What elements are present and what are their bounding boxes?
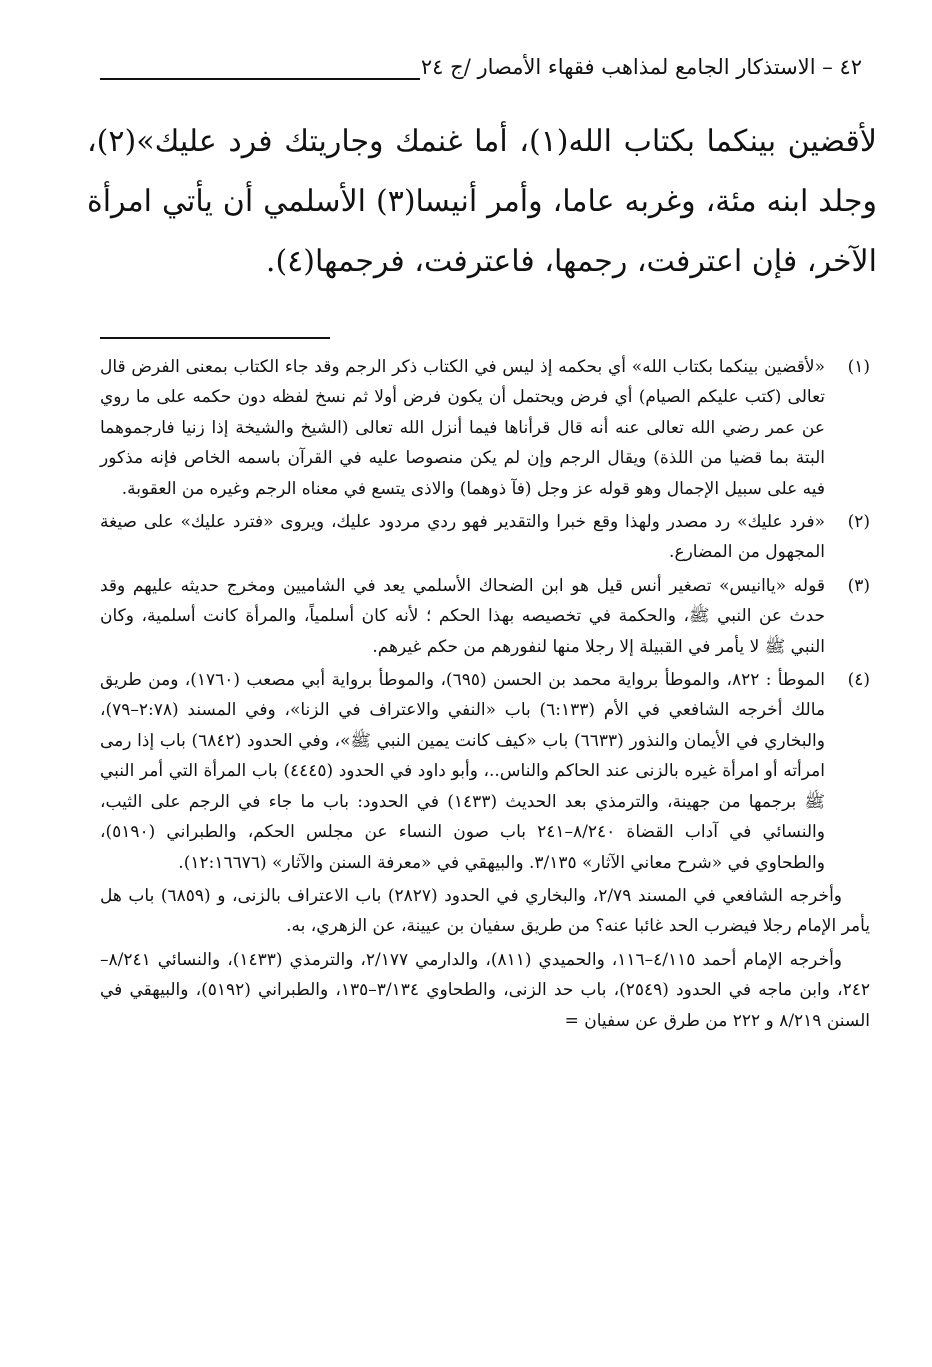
footnote-text: «لأقضين بينكما بكتاب الله» أي بحكمه إذ ليس في الكتاب ذكر الرجم وقد جاء الكتاب بمعنى الفرض قال تعالى (كتب عليكم الصيام) أي فرض ويحتمل أن يكون فرض أولا ثم نسخ لفظه دون حكمه على ما روي عن عمر رضي الله تعالى عنه أنه قال قرأناها فيما أنزل الله تعالى (الشيخ والشيخة إذا زنيا فارجموهما البتة بما قضيا من اللذة) ويقال الرجم وإن لم يكن منصوصا عليه في القرآن باسمه الخاص فإنه مذكور فيه على سبيل الإجمال وهو قوله عز وجل (فآ ذوهما) والاذى يتسع في معناه الرجم وغيره من العقوبة. xyxy=(100,357,825,499)
footnote-number: (٢) xyxy=(847,512,870,533)
main-text-block xyxy=(87,112,877,292)
footnote-4 xyxy=(100,665,870,878)
footnote-number: (١) xyxy=(847,357,870,377)
footnote-3 xyxy=(100,571,870,662)
footnotes-section xyxy=(100,352,870,1039)
footnote-separator xyxy=(100,337,330,339)
footnote-text: الموطأ : ٨٢٢، والموطأ برواية محمد بن الحسن (٦٩٥)، والموطأ برواية أبي مصعب (١٧٦٠)، ومن طريق مالك أخرجه الشافعي في الأم (٦:١٣٣) باب «النفي والاعتراف في الزنا»، وفي المسند (٢:٧٨–٧٩)، والبخاري في الأيمان والنذور (٦٦٣٣) باب «كيف كانت يمين النبي ﷺ»، وفي الحدود (٦٨٤٢) باب إذا رمى امرأته أو امرأة غيره بالزنى عند الحاكم والناس..، وأبو داود في الحدود (٤٤٤٥) باب المرأة التي أمر النبي ﷺ برجمها من جهينة، والترمذي بعد الحديث (١٤٣٣) في الحدود: باب ما جاء في الرجم على الثيب، والنسائي في آداب القضاة ٨/٢٤٠–٢٤١ باب صون النساء عن مجلس الحكم، والطبراني (٥١٩٠)، والطحاوي في «شرح معاني الآثار» ٣/١٣٥. والبيهقي في «معرفة السنن والآثار» (١٢:١٦٦٧٦). xyxy=(100,670,826,873)
footnote-number: (٤) xyxy=(847,670,870,691)
footnote-number: (٣) xyxy=(847,575,870,596)
footnote-continuation: وأخرجه الإمام أحمد ٤/١١٥–١١٦، والحميدي (٨١١)، والدارمي ٢/١٧٧، والترمذي (١٤٣٣)، والنسائي ٨/٢٤١–٢٤٢، وابن ماجه في الحدود (٢٥٤٩)، باب حد الزنى، والطحاوي ٣/١٣٤–١٣٥، والطبراني (٥١٩٢)، والبيهقي في السنن ٨/٢١٩ و ٢٢٢ من طرق عن سفيان = xyxy=(100,949,870,1031)
footnote-text: «فرد عليك» رد مصدر ولهذا وقع خبرا والتقدير فهو ردي مردود عليك، ويروى «فترد عليك» على صيغة المجهول من المضارع. xyxy=(100,512,825,563)
footnote-1 xyxy=(100,352,870,504)
main-paragraph: لأقضين بينكما بكتاب الله(١)، أما غنمك وجاريتك فرد عليك»(٢)، وجلد ابنه مئة، وغربه عاما، وأمر أنيسا(٣) الأسلمي أن يأتي امرأة الآخر، فإن اعترفت، رجمها، فاعترفت، فرجمها(٤). xyxy=(87,124,877,279)
header-rule xyxy=(100,78,420,80)
running-title: ٤٢ – الاستذكار الجامع لمذاهب فقهاء الأمصار /ج ٢٤ xyxy=(420,55,862,79)
footnote-2 xyxy=(100,507,870,568)
footnote-continuation: وأخرجه الشافعي في المسند ٢/٧٩، والبخاري في الحدود (٢٨٢٧) باب الاعتراف بالزنى، و (٦٨٥٩) باب هل يأمر الإمام رجلا فيضرب الحد غائبا عنه؟ من طريق سفيان بن عيينة، عن الزهري، به. xyxy=(100,885,870,937)
footnote-text: قوله «ياانيس» تصغير أنس قيل هو ابن الضحاك الأسلمي يعد في الشاميين ومخرج حديثه عليهم وقد حدث عن النبي ﷺ، والحكمة في تخصيصه بهذا الحكم ؛ لأنه كان أسلمياً، والمرأة كانت أسلمية، وكان النبي ﷺ لا يأمر في القبيلة إلا رجلا منها لنفورهم من حكم غيرهم. xyxy=(100,575,825,657)
